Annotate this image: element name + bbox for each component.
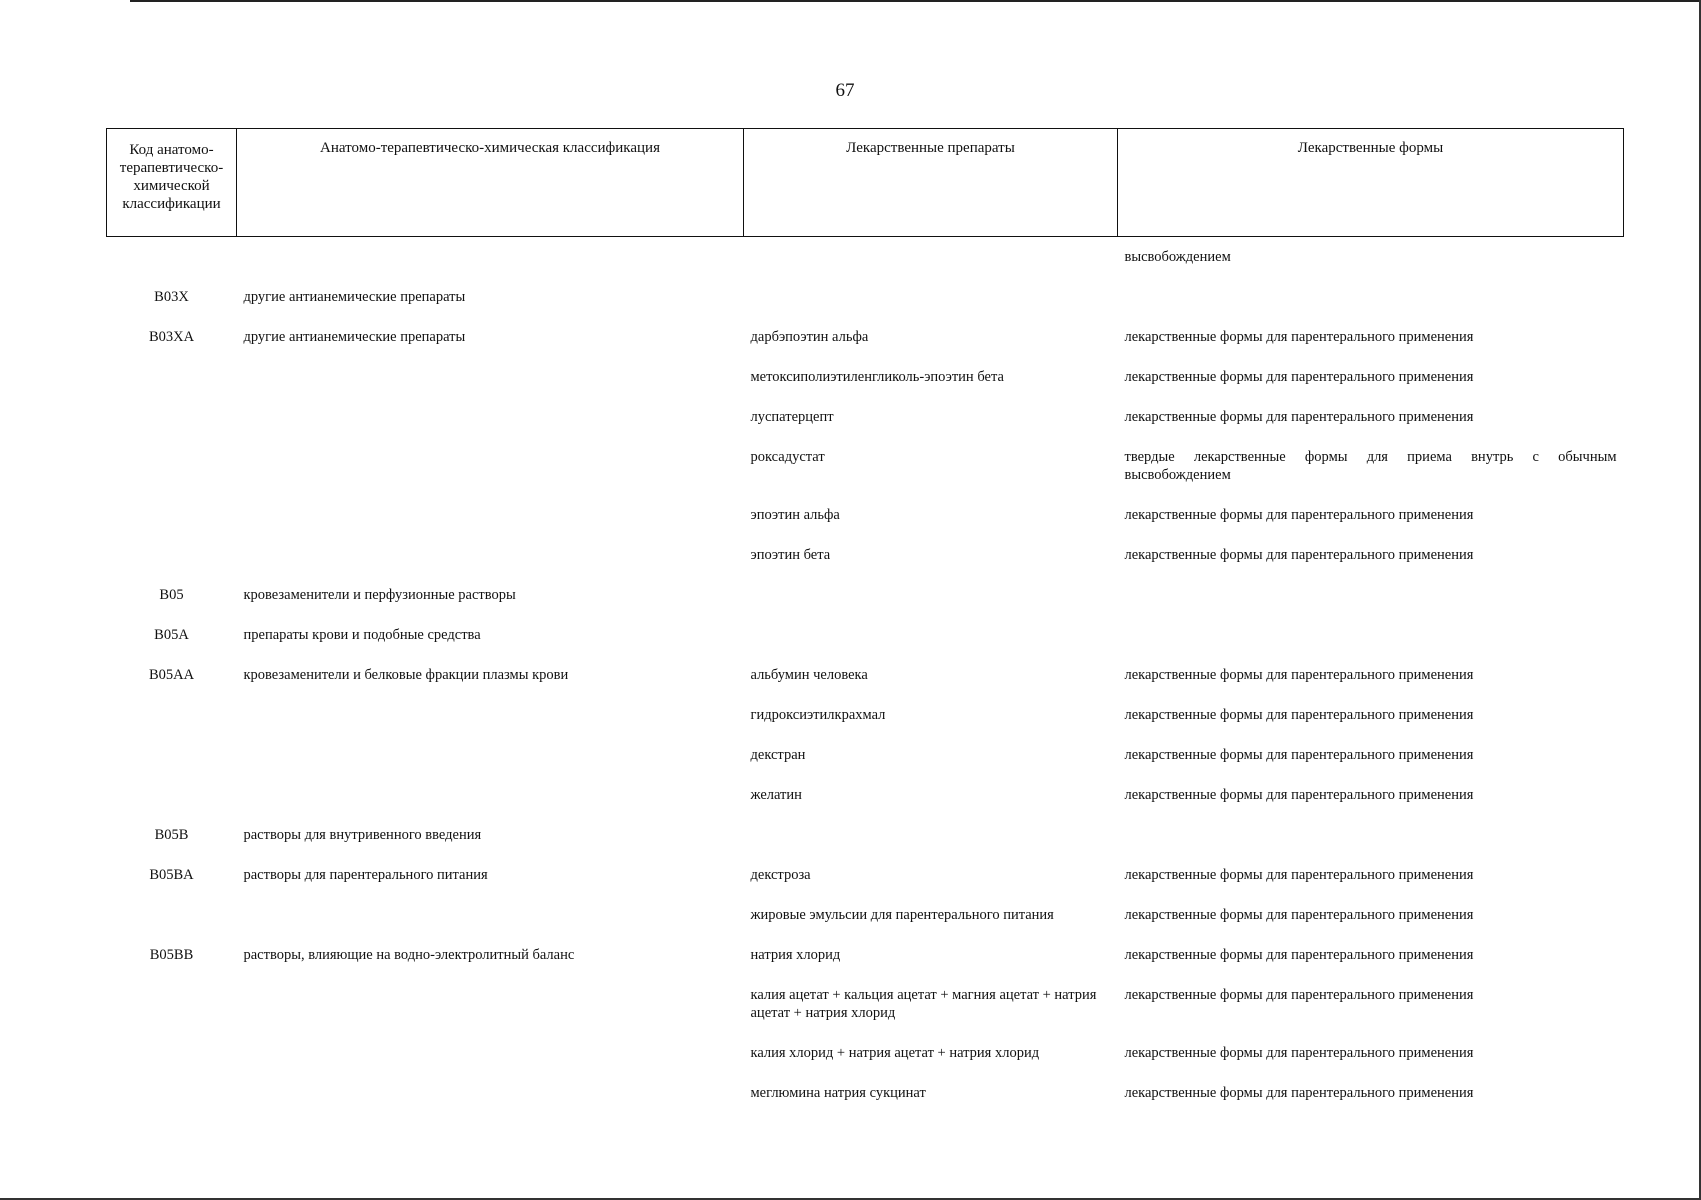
- atc-group-cell: [237, 895, 744, 935]
- atc-group-cell: [237, 535, 744, 575]
- atc-group-cell: [237, 495, 744, 535]
- table-row: [107, 357, 1624, 397]
- drug-name-cell: калия хлорид + натрия ацетат + натрия хлорид: [750, 1045, 1040, 1061]
- dosage-form-cell: лекарственные формы для парентерального применения: [1124, 409, 1474, 425]
- atc-code-cell: [107, 775, 237, 815]
- drug-name-cell: жировые эмульсии для парентерального питания: [750, 907, 1054, 923]
- header-row: [107, 129, 1624, 237]
- table-row: [107, 237, 1624, 278]
- atc-group-cell: кровезаменители и перфузионные растворы: [243, 587, 516, 603]
- atc-group-cell: другие антианемические препараты: [243, 289, 466, 305]
- dosage-form-cell: [1118, 815, 1624, 855]
- table-body: [107, 237, 1624, 1114]
- table-row: [107, 437, 1624, 495]
- atc-code-cell: [107, 397, 237, 437]
- atc-code-cell: [107, 535, 237, 575]
- atc-group-cell: растворы, влияющие на водно-электролитный баланс: [243, 947, 575, 963]
- dosage-form-cell: лекарственные формы для парентерального применения: [1124, 867, 1474, 883]
- atc-group-cell: растворы для парентерального питания: [243, 867, 488, 883]
- dosage-form-cell: лекарственные формы для парентерального применения: [1124, 667, 1474, 683]
- dosage-form-cell: лекарственные формы для парентерального применения: [1124, 707, 1474, 723]
- atc-code-cell: [107, 237, 237, 278]
- table-row: [107, 495, 1624, 535]
- drug-name-cell: желатин: [750, 787, 802, 803]
- atc-code-cell: [107, 975, 237, 1033]
- atc-code-cell: [107, 735, 237, 775]
- table-row: [107, 815, 1624, 855]
- atc-group-cell: [237, 437, 744, 495]
- atc-code-cell: B05B: [154, 827, 189, 843]
- table-row: [107, 855, 1624, 895]
- drug-name-cell: [744, 615, 1118, 655]
- atc-code-cell: B05BA: [149, 867, 194, 883]
- table-row: [107, 575, 1624, 615]
- table-row: [107, 975, 1624, 1033]
- dosage-form-cell: [1118, 615, 1624, 655]
- dosage-form-cell: лекарственные формы для парентерального применения: [1124, 787, 1474, 803]
- atc-code-cell: [107, 895, 237, 935]
- dosage-form-cell: лекарственные формы для парентерального применения: [1124, 1045, 1474, 1061]
- drug-name-cell: натрия хлорид: [750, 947, 841, 963]
- table-row: [107, 775, 1624, 815]
- atc-code-cell: B03X: [154, 289, 189, 305]
- atc-group-cell: [237, 695, 744, 735]
- table-row: [107, 1033, 1624, 1073]
- drug-name-cell: роксадустат: [750, 449, 825, 465]
- dosage-form-cell: [1118, 277, 1624, 317]
- table-row: [107, 317, 1624, 357]
- table-row: [107, 895, 1624, 935]
- drug-name-cell: метоксиполиэтиленгликоль-эпоэтин бета: [750, 369, 1004, 385]
- table-row: [107, 397, 1624, 437]
- atc-code-cell: B05: [159, 587, 184, 603]
- drug-name-cell: меглюмина натрия сукцинат: [750, 1085, 926, 1101]
- drug-registry-table: [106, 128, 1624, 1113]
- drug-name-cell: [744, 237, 1118, 278]
- table-row: [107, 277, 1624, 317]
- atc-group-cell: [237, 775, 744, 815]
- table-header: [107, 129, 1624, 237]
- atc-code-cell: B05BB: [149, 947, 194, 963]
- atc-code-cell: [107, 357, 237, 397]
- header-drugs: Лекарственные препараты: [744, 129, 1118, 237]
- dosage-form-cell: [1118, 575, 1624, 615]
- scan-edge-top: [130, 0, 1701, 2]
- atc-group-cell: другие антианемические препараты: [243, 329, 466, 345]
- table-row: [107, 1073, 1624, 1113]
- atc-group-cell: растворы для внутривенного введения: [243, 827, 482, 843]
- table-row: [107, 935, 1624, 975]
- drug-name-cell: калия ацетат + кальция ацетат + магния ацетат + натрия ацетат + натрия хлорид: [750, 987, 1097, 1021]
- dosage-form-cell: высвобождением: [1124, 249, 1231, 265]
- table-row: [107, 615, 1624, 655]
- atc-code-cell: B05AA: [148, 667, 195, 683]
- page-number: 67: [835, 80, 855, 101]
- drug-name-cell: [744, 815, 1118, 855]
- drug-name-cell: [744, 277, 1118, 317]
- atc-group-cell: [237, 357, 744, 397]
- dosage-form-cell: лекарственные формы для парентерального применения: [1124, 1085, 1474, 1101]
- atc-group-cell: [237, 237, 744, 278]
- header-atc-classification: Анатомо-терапевтическо-химическая классификация: [237, 129, 744, 237]
- dosage-form-cell: лекарственные формы для парентерального применения: [1124, 987, 1474, 1003]
- dosage-form-cell: лекарственные формы для парентерального применения: [1124, 547, 1474, 563]
- drug-name-cell: декстран: [750, 747, 806, 763]
- dosage-form-cell: лекарственные формы для парентерального применения: [1124, 329, 1474, 345]
- drug-name-cell: дарбэпоэтин альфа: [750, 329, 869, 345]
- atc-code-cell: [107, 437, 237, 495]
- atc-code-cell: B05A: [154, 627, 189, 643]
- atc-code-cell: B03XA: [148, 329, 195, 345]
- drug-name-cell: альбумин человека: [750, 667, 868, 683]
- atc-code-cell: [107, 495, 237, 535]
- header-code: Код анатомо-терапевтическо-химической классификации: [107, 129, 237, 237]
- dosage-form-cell: лекарственные формы для парентерального применения: [1124, 369, 1474, 385]
- atc-group-cell: [237, 1073, 744, 1113]
- dosage-form-cell: лекарственные формы для парентерального применения: [1124, 907, 1474, 923]
- table-row: [107, 655, 1624, 695]
- dosage-form-cell: твердые лекарственные формы для приема внутрь с обычным высвобождением: [1124, 449, 1617, 483]
- dosage-form-cell: лекарственные формы для парентерального применения: [1124, 747, 1474, 763]
- drug-name-cell: [744, 575, 1118, 615]
- atc-code-cell: [107, 695, 237, 735]
- drug-name-cell: эпоэтин альфа: [750, 507, 840, 523]
- atc-group-cell: [237, 1033, 744, 1073]
- table-row: [107, 695, 1624, 735]
- atc-group-cell: препараты крови и подобные средства: [243, 627, 481, 643]
- drug-name-cell: луспатерцепт: [750, 409, 834, 425]
- atc-code-cell: [107, 1073, 237, 1113]
- atc-code-cell: [107, 1033, 237, 1073]
- atc-group-cell: [237, 975, 744, 1033]
- table-row: [107, 735, 1624, 775]
- dosage-form-cell: лекарственные формы для парентерального применения: [1124, 507, 1474, 523]
- atc-group-cell: [237, 735, 744, 775]
- table-row: [107, 535, 1624, 575]
- drug-name-cell: гидроксиэтилкрахмал: [750, 707, 886, 723]
- header-dosage-forms: Лекарственные формы: [1118, 129, 1624, 237]
- drug-name-cell: эпоэтин бета: [750, 547, 831, 563]
- atc-group-cell: кровезаменители и белковые фракции плазмы крови: [243, 667, 569, 683]
- atc-group-cell: [237, 397, 744, 437]
- dosage-form-cell: лекарственные формы для парентерального применения: [1124, 947, 1474, 963]
- drug-name-cell: декстроза: [750, 867, 811, 883]
